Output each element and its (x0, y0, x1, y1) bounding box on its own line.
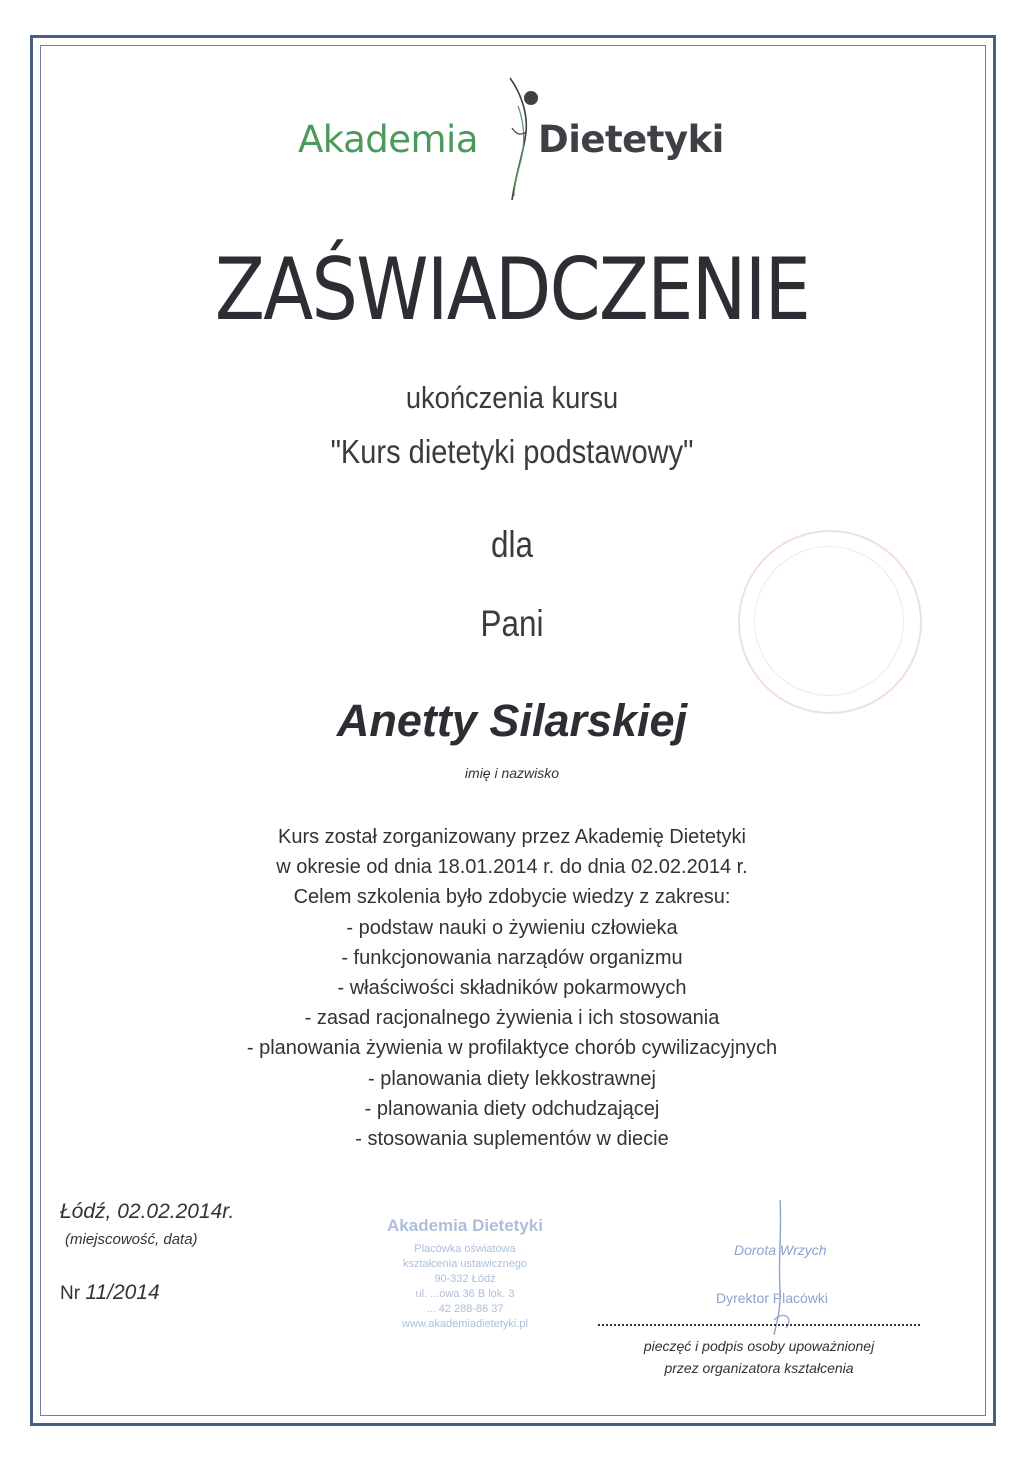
certificate-title: ZAŚWIADCZENIE (214, 240, 810, 340)
certificate-number (60, 1281, 160, 1305)
stamp-logo-right: Dietetyki (472, 1216, 543, 1235)
signature-caption-line: przez organizatora kształcenia (664, 1360, 854, 1376)
certificate-subtitle: ukończenia kursu (405, 380, 619, 415)
stamp-logo-left: Akademia (387, 1216, 468, 1235)
stamp-line: 90-332 Łódź (434, 1273, 496, 1285)
signatory-role: Dyrektor Placówki (716, 1290, 829, 1306)
logo (298, 72, 738, 212)
course-description (0, 822, 1024, 1154)
topic-item: - stosowania suplementów w diecie (355, 1128, 669, 1151)
topic-item: - planowania żywienia w profilaktyce chorób cywilizacyjnych (246, 1037, 778, 1060)
salutation: Pani (480, 603, 544, 644)
stamp-line: ul. ...owa 36 B lok. 3 (415, 1288, 515, 1300)
logo-word-akademia: Akademia (298, 118, 479, 161)
stamp-logo (355, 1216, 575, 1236)
for-word: dla (491, 524, 533, 565)
recipient-name: Anetty Silarskiej (336, 695, 688, 746)
body-line: Celem szkolenia było zdobycie wiedzy z zakresu: (293, 886, 731, 909)
stamp-line: ... 42 288-86 37 (426, 1303, 504, 1315)
signature-line (598, 1324, 920, 1326)
signatory-name: Dorota Wrzych (734, 1242, 827, 1258)
stamp-line: kształcenia ustawicznego (402, 1258, 528, 1270)
place-date: Łódź, 02.02.2014r. (60, 1200, 235, 1223)
institution-stamp (355, 1208, 575, 1368)
stamp-line: Placówka oświatowa (414, 1243, 516, 1255)
logo-word-dietetyki: Dietetyki (538, 118, 724, 161)
stamp-line: www.akademiadietetyki.pl (402, 1318, 528, 1330)
topic-item: - podstaw nauki o żywieniu człowieka (346, 916, 678, 939)
place-date-caption: (miejscowość, data) (65, 1231, 198, 1248)
number-label: Nr (60, 1283, 81, 1304)
signature-caption (598, 1335, 920, 1379)
number-value: 11/2014 (85, 1281, 160, 1304)
course-name: "Kurs dietetyki podstawowy" (330, 433, 694, 470)
topic-item: - planowania diety odchudzającej (364, 1097, 660, 1120)
signature-caption-line: pieczęć i podpis osoby upoważnionej (643, 1338, 875, 1354)
topic-item: - zasad racjonalnego żywienia i ich stosowania (304, 1007, 720, 1030)
recipient-caption: imię i nazwisko (464, 765, 560, 781)
body-line: Kurs został zorganizowany przez Akademię Dietetyki (278, 826, 746, 848)
stamp-address (355, 1242, 575, 1332)
signature-stroke (740, 1200, 860, 1340)
topic-item: - planowania diety lekkostrawnej (368, 1067, 656, 1090)
topic-item: - funkcjonowania narządów organizmu (341, 946, 683, 969)
topic-item: - właściwości składników pokarmowych (337, 977, 687, 1000)
body-line: w okresie od dnia 18.01.2014 r. do dnia 02.02.2014 r. (276, 856, 748, 879)
